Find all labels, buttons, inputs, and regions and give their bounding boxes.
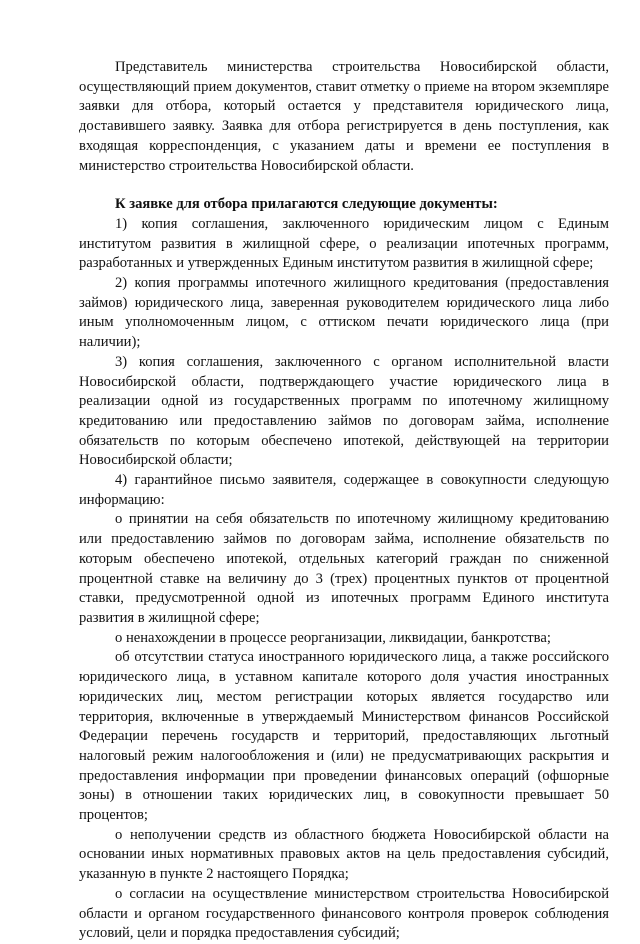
- guarantee-clause-obligations: о принятии на себя обязательств по ипотечному жилищному кредитованию или предоставлению займов по договорам займа, исполнение обязательств по которым обеспечено ипотекой, отдельных категорий граждан по сниженной процентной ставке на величину до 3 (трех) процентных пунктов от процентной ставки, предусмотренной одной из ипотечных программ Единого института развития в жилищной сфере;: [79, 511, 609, 626]
- item-2-program-copy: 2) копия программы ипотечного жилищного кредитования (предоставления займов) юридического лица, заверенная руководителем юридического лица либо иным уполномоченным лицом, с оттиском печати юридического лица (при наличии);: [79, 275, 609, 351]
- intro-paragraph: Представитель министерства строительства Новосибирской области, осуществляющий прием документов, ставит отметку о приеме на втором экземпляре заявки для отбора, который остается у представителя юридического лица, доставившего заявку. Заявка для отбора регистрируется в день поступления, как входящая корреспонденция, с указанием даты и времени ее поступления в министерство строительства Новосибирской области.: [79, 59, 609, 174]
- guarantee-clause-no-other-funds: о неполучении средств из областного бюджета Новосибирской области на основании иных нормативных правовых актов на цель предоставления субсидий, указанную в пункте 2 настоящего Порядка;: [79, 826, 609, 883]
- paragraph-gap: [79, 176, 609, 195]
- item-3-regional-agreement-copy: 3) копия соглашения, заключенного с органом исполнительной власти Новосибирской области, подтверждающего участие юридического лица в реализации одной из государственных программ по ипотечному жилищному кредитованию или предоставлению займов по договорам займа, исполнение обязательств по которым обеспечено ипотекой, действующей на территории Новосибирской области;: [79, 353, 609, 469]
- document-page: [79, 58, 609, 944]
- item-4-guarantee-letter: 4) гарантийное письмо заявителя, содержащее в совокупности следующую информацию:: [79, 472, 609, 508]
- attachments-heading: К заявке для отбора прилагаются следующие документы:: [115, 196, 498, 213]
- guarantee-clause-no-reorganization: о ненахождении в процессе реорганизации, ликвидации, банкротства;: [115, 629, 551, 646]
- guarantee-clause-no-foreign-status: об отсутствии статуса иностранного юридического лица, а также российского юридического лица, в уставном капитале которого доля участия иностранных юридических лиц, местом регистрации которых является государство или территория, включенные в утверждаемый Министерством финансов Российской Федерации перечень государств и территорий, предоставляющих льготный налоговый режим налогообложения и (или) не предусматривающих раскрытия и предоставления информации при проведении финансовых операций (офшорные зоны) в отношении таких юридических лиц, в совокупности превышает 50 процентов;: [79, 649, 609, 824]
- guarantee-clause-consent-to-checks: о согласии на осуществление министерством строительства Новосибирской области и органом государственного финансового контроля проверок соблюдения условий, цели и порядка предоставления субсидий;: [79, 885, 609, 942]
- item-1-agreement-copy: 1) копия соглашения, заключенного юридическим лицом с Единым институтом развития в жилищной сфере, о реализации ипотечных программ, разработанных и утвержденных Единым институтом развития в жилищной сфере;: [79, 215, 609, 272]
